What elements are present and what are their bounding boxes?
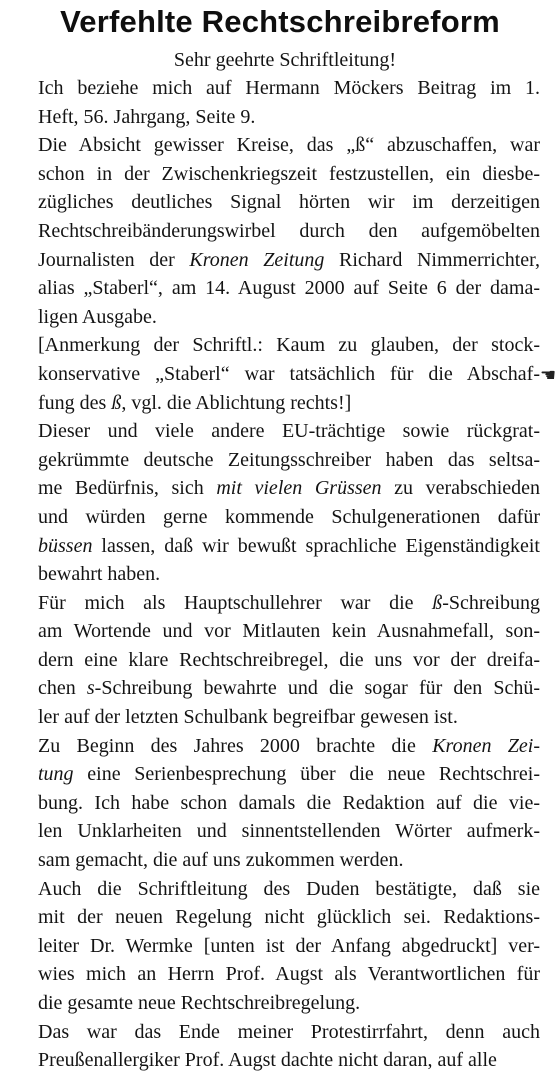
text-line: tung eine Serienbesprechung über die neue Rechtschrei- [38,763,540,786]
text-line: chen s-Schreibung bewahrte und die sogar für den Schü- [38,677,540,700]
paragraph [18,589,540,732]
letter-body [18,46,540,1075]
text-line: gekrümmte deutsche Zeitungsschreiber haben das seltsa- [38,448,540,471]
italic-text: Kronen Zeitung [189,248,325,271]
paragraph [18,417,540,589]
paragraph [18,74,540,131]
italic-text: tung [38,763,74,786]
italic-text: Kronen Zei- [432,734,540,757]
text-line: Ich beziehe mich auf Hermann Möckers Beitrag im 1. [38,77,540,99]
paragraph [18,875,540,1018]
text-line: Auch die Schriftleitung des Duden bestätigte, daß sie [38,877,540,900]
text-line: Dieser und viele andere EU-trächtige sowie rückgrat- [38,420,540,443]
paragraph [18,131,540,331]
text-line: mit der neuen Regelung nicht glücklich sei. Redaktions- [38,906,540,929]
text-line: büssen lassen, daß wir bewußt sprachliche Eigenständigkeit [38,534,540,557]
text-line: Rechtschreibänderungswirbel durch den aufgemöbelten [38,219,540,242]
text-line: und würden gerne kommende Schulgenerationen dafür [38,505,540,528]
text-line: am Wortende und vor Mitlauten kein Ausnahmefall, son- [38,620,540,643]
text-line: Heft, 56. Jahrgang, Seite 9. [38,105,256,128]
paragraph [18,732,540,875]
text-line: zügliches deutliches Signal hörten wir im derzeitigen [38,191,540,214]
text-line: ligen Ausgabe. [38,305,157,328]
text-line: len Unklarheiten und sinnentstellenden Wörter aufmerk- [38,820,540,843]
text-line: leiter Dr. Wermke [unten ist der Anfang abgedruckt] ver- [38,934,540,957]
text-line: me Bedürfnis, sich mit vielen Grüssen zu verabschieden [38,477,540,500]
text-line: dern eine klare Rechtschreibregel, die uns vor der dreifa- [38,648,540,671]
text-line: Das war das Ende meiner Protestirrfahrt, denn auch [38,1020,540,1043]
text-line: bewahrt haben. [38,563,161,586]
text-line: Zu Beginn des Jahres 2000 brachte die Kronen Zei- [38,734,540,757]
text-line: ler auf der letzten Schulbank begreifbar gewesen ist. [38,706,458,729]
paragraph [18,331,540,417]
salutation: Sehr geehrte Schriftleitung! [173,49,397,71]
text-line: bung. Ich habe schon damals die Redaktion auf die vie- [38,791,540,814]
paragraph-list [18,74,540,1075]
article-title: Verfehlte Rechtschreibreform [60,4,500,39]
italic-text: ß [111,391,122,414]
text-line: die gesamte neue Rechtschreibregelung. [38,992,361,1014]
text-line: Journalisten der Kronen Zeitung Richard Nimmerrichter, [38,248,541,271]
text-line: konservative „Staberl“ war tatsächlich für die Abschaf- [38,362,540,385]
text-line: Die Absicht gewisser Kreise, das „ß“ abzuschaffen, war [38,134,540,157]
text-line: [Anmerkung der Schriftl.: Kaum zu glauben, der stock- [38,334,540,357]
italic-text: s [86,677,95,700]
paragraph [18,1018,540,1075]
text-line: wies mich an Herrn Prof. Augst als Verantwortlichen für [38,963,540,986]
pointing-hand-icon: ☚ [540,365,557,386]
text-line: alias „Staberl“, am 14. August 2000 auf Seite 6 der dama- [38,277,540,300]
text-line: schon in der Zwischenkriegszeit festzustellen, ein diesbe- [38,162,540,185]
italic-text: ß [432,591,443,614]
italic-text: mit vielen Grüssen [216,477,382,500]
text-line: Preußenallergiker Prof. Augst dachte nicht daran, auf alle [38,1049,497,1072]
text-line: sam gemacht, die auf uns zukommen werden. [38,849,404,872]
text-line: fung des ß, vgl. die Ablichtung rechts!] [38,391,352,414]
text-line: Für mich als Hauptschullehrer war die ß-Schreibung [38,591,540,614]
italic-text: büssen [38,534,93,557]
